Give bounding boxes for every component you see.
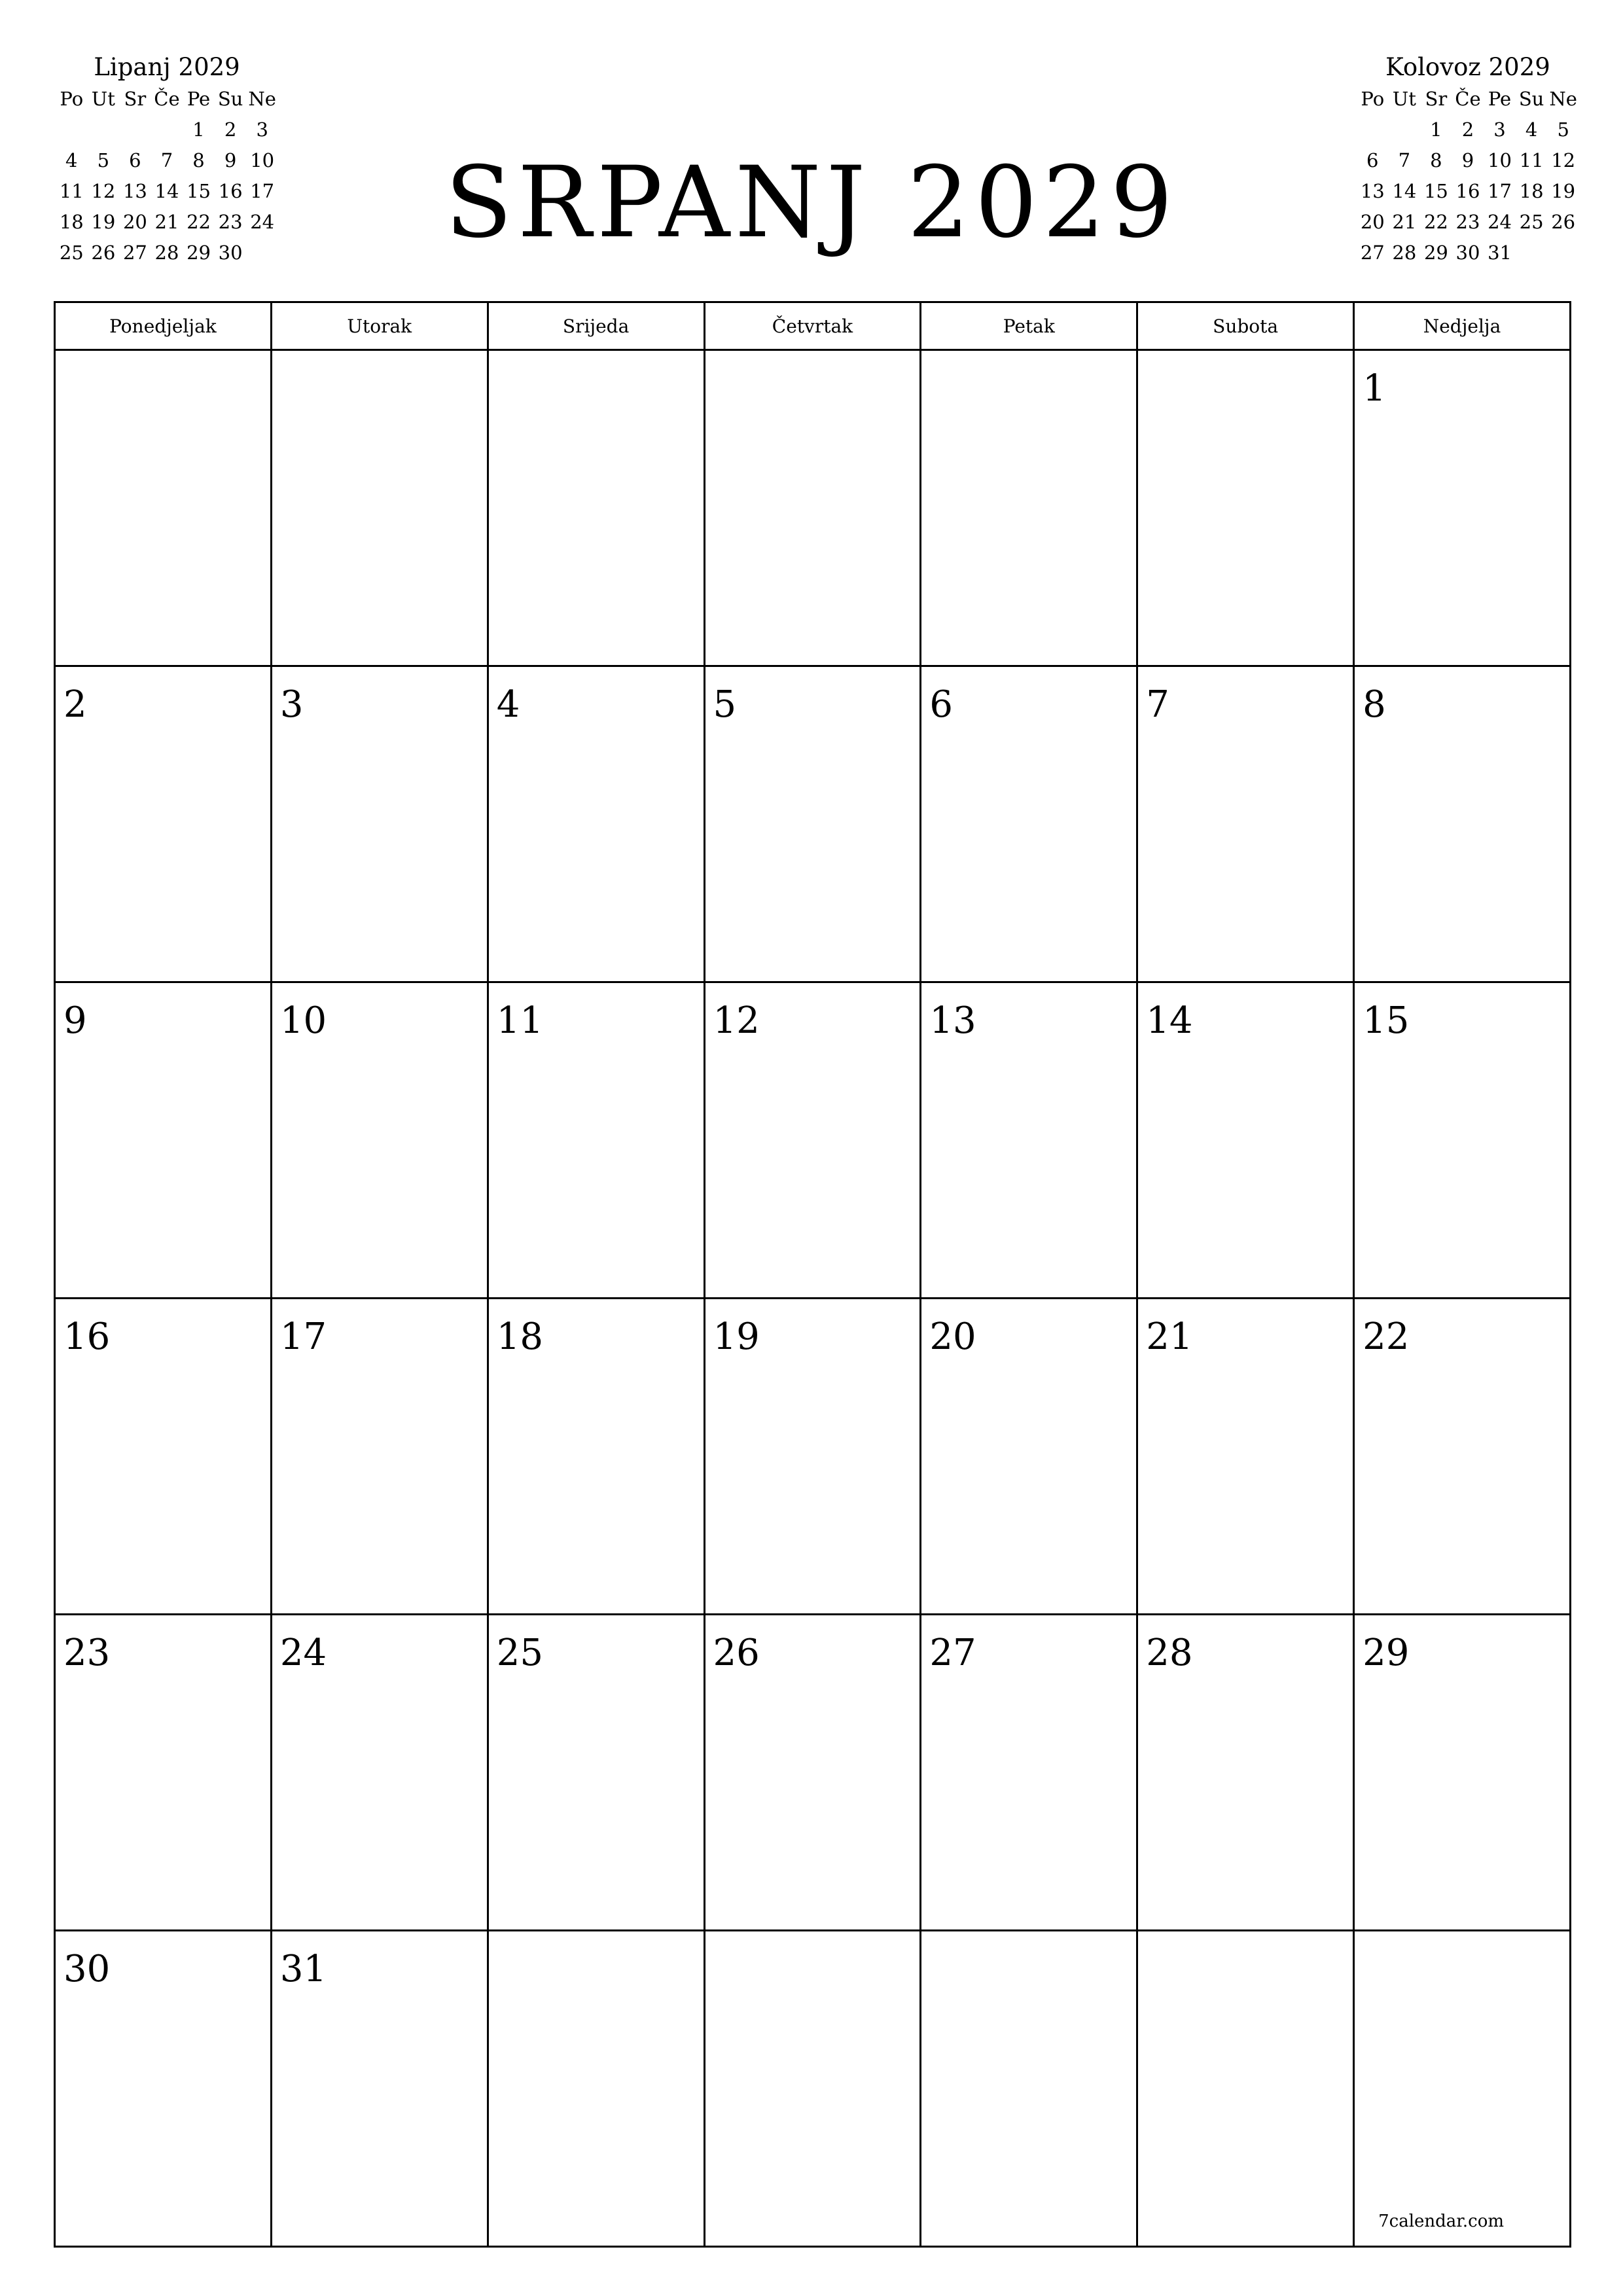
month-grid: [54, 301, 1571, 2248]
mini-day: 3: [1493, 118, 1506, 141]
mini-day: 7: [160, 149, 173, 171]
day-number: 24: [279, 1632, 327, 1674]
mini-day: 19: [1551, 180, 1576, 202]
day-number: [921, 1931, 1136, 1950]
day-number: 7: [1146, 683, 1169, 726]
mini-day: 26: [91, 242, 116, 264]
day-number: [1355, 1931, 1569, 1950]
day-cell[interactable]: [55, 1931, 272, 2247]
day-number: [1138, 1931, 1353, 1950]
day-number: [272, 351, 487, 369]
day-cell[interactable]: [488, 1615, 704, 1931]
mini-day: 27: [122, 242, 147, 264]
day-number: 19: [713, 1316, 760, 1358]
week-row: [55, 1615, 1571, 1931]
mini-day: 16: [218, 180, 243, 202]
day-cell[interactable]: [55, 666, 272, 982]
day-cell[interactable]: [271, 982, 488, 1299]
weekday-header: Nedjelja: [1354, 302, 1571, 350]
day-cell[interactable]: [1354, 666, 1571, 982]
day-number: [56, 351, 270, 369]
day-number: 3: [279, 683, 304, 726]
mini-week-row: [1357, 176, 1579, 207]
mini-day: 16: [1455, 180, 1480, 202]
mini-day: 25: [1519, 211, 1544, 233]
mini-week-row: [1357, 145, 1579, 176]
day-cell[interactable]: [1137, 1299, 1354, 1615]
mini-day: 3: [256, 118, 268, 141]
day-cell[interactable]: [704, 982, 921, 1299]
mini-day: 23: [218, 211, 243, 233]
day-cell[interactable]: [1137, 666, 1354, 982]
mini-day: 9: [224, 149, 237, 171]
mini-day: 30: [1455, 242, 1480, 264]
mini-day: 30: [218, 242, 243, 264]
weekday-header-row: [55, 302, 1571, 350]
mini-weekday-row: [1357, 84, 1579, 115]
mini-day: 31: [1488, 242, 1512, 264]
mini-day: 18: [59, 211, 84, 233]
day-cell[interactable]: [1137, 982, 1354, 1299]
mini-day: 14: [1392, 180, 1417, 202]
mini-day: [1389, 115, 1421, 145]
day-number: 29: [1363, 1632, 1410, 1674]
mini-day: 22: [1423, 211, 1448, 233]
day-number: 25: [496, 1632, 543, 1674]
mini-day: 2: [224, 118, 237, 141]
day-number: 2: [63, 683, 87, 726]
day-cell[interactable]: [488, 982, 704, 1299]
mini-day: 29: [187, 242, 211, 264]
mini-weekday: Pe: [187, 88, 211, 110]
mini-day: 7: [1398, 149, 1411, 171]
day-number: 20: [929, 1316, 976, 1358]
day-cell[interactable]: [1354, 1299, 1571, 1615]
mini-day: 6: [129, 149, 141, 171]
mini-day: 17: [250, 180, 275, 202]
day-number: 1: [1363, 367, 1386, 410]
day-cell[interactable]: [488, 350, 704, 666]
mini-day: 18: [1519, 180, 1544, 202]
weekday-header: Srijeda: [488, 302, 704, 350]
mini-day: 8: [1430, 149, 1442, 171]
mini-weekday: Ut: [91, 88, 115, 110]
week-row: [55, 666, 1571, 982]
mini-day: 10: [250, 149, 275, 171]
day-cell[interactable]: [488, 666, 704, 982]
mini-day: 4: [65, 149, 78, 171]
mini-day: 13: [122, 180, 147, 202]
mini-weekday: Pe: [1488, 88, 1512, 110]
day-cell[interactable]: [55, 350, 272, 666]
day-cell[interactable]: [1354, 350, 1571, 666]
mini-day: 27: [1360, 242, 1385, 264]
mini-day: 10: [1488, 149, 1512, 171]
day-cell[interactable]: [1354, 1615, 1571, 1931]
day-number: 13: [929, 999, 976, 1042]
mini-weekday: Su: [1518, 88, 1544, 110]
day-cell[interactable]: [488, 1299, 704, 1615]
day-number: 17: [279, 1316, 327, 1358]
day-number: [1138, 351, 1353, 369]
weekday-header: Ponedjeljak: [55, 302, 272, 350]
mini-day: 23: [1455, 211, 1480, 233]
week-row: [55, 1299, 1571, 1615]
mini-day: 21: [1392, 211, 1417, 233]
day-cell[interactable]: [704, 666, 921, 982]
day-number: 10: [279, 999, 327, 1042]
mini-day: 6: [1366, 149, 1379, 171]
day-number: 5: [713, 683, 737, 726]
day-cell[interactable]: [704, 1299, 921, 1615]
weekday-header: Četvrtak: [704, 302, 921, 350]
mini-day: 2: [1461, 118, 1474, 141]
mini-day: 29: [1423, 242, 1448, 264]
mini-day: 15: [1423, 180, 1448, 202]
mini-day: [1547, 238, 1579, 268]
mini-calendar-next-title: Kolovoz 2029: [1385, 53, 1550, 81]
day-cell[interactable]: [55, 982, 272, 1299]
day-cell[interactable]: [921, 666, 1137, 982]
mini-day: 11: [59, 180, 84, 202]
day-cell[interactable]: [921, 982, 1137, 1299]
week-row: [55, 1931, 1571, 2247]
mini-week-row: [1357, 207, 1579, 238]
day-cell[interactable]: [1354, 982, 1571, 1299]
weekday-header: Utorak: [271, 302, 488, 350]
day-number: [705, 351, 920, 369]
mini-day: 28: [1392, 242, 1417, 264]
day-number: 22: [1363, 1316, 1410, 1358]
mini-day: 12: [91, 180, 116, 202]
mini-day: 14: [154, 180, 179, 202]
mini-weekday: Če: [154, 88, 180, 110]
day-cell[interactable]: [271, 1299, 488, 1615]
mini-weekday: Po: [60, 88, 84, 110]
mini-day: 8: [192, 149, 205, 171]
day-cell[interactable]: [55, 1615, 272, 1931]
day-cell[interactable]: [55, 1299, 272, 1615]
day-number: 12: [713, 999, 760, 1042]
day-number: [921, 351, 1136, 369]
day-number: 28: [1146, 1632, 1193, 1674]
mini-weekday: Sr: [124, 88, 147, 110]
day-number: 14: [1146, 999, 1193, 1042]
day-number: [489, 1931, 704, 1950]
mini-weekday: Ne: [1549, 88, 1577, 110]
day-cell[interactable]: [271, 350, 488, 666]
mini-weekday: Po: [1361, 88, 1385, 110]
mini-calendar-next: [1357, 51, 1579, 268]
day-cell[interactable]: [1137, 350, 1354, 666]
day-number: 15: [1363, 999, 1410, 1042]
day-number: 23: [63, 1632, 111, 1674]
mini-calendar-next-table: [1357, 84, 1579, 268]
footer-credit: 7calendar.com: [1378, 2212, 1504, 2231]
mini-day: 19: [91, 211, 116, 233]
mini-weekday: Ut: [1392, 88, 1416, 110]
page-title: SRPANJ 2029: [445, 146, 1178, 260]
mini-day: 20: [122, 211, 147, 233]
mini-day: 5: [1557, 118, 1569, 141]
mini-day: 13: [1360, 180, 1385, 202]
mini-day: 26: [1551, 211, 1576, 233]
day-cell[interactable]: [271, 1615, 488, 1931]
day-number: 4: [496, 683, 520, 726]
mini-day: 9: [1461, 149, 1474, 171]
day-cell[interactable]: [488, 1931, 704, 2247]
mini-weekday: Ne: [248, 88, 276, 110]
weekday-header: Petak: [921, 302, 1137, 350]
day-cell[interactable]: [921, 1931, 1137, 2247]
mini-day: 28: [154, 242, 179, 264]
day-number: [489, 351, 704, 369]
day-number: 11: [496, 999, 543, 1042]
day-cell[interactable]: [704, 350, 921, 666]
mini-day: 17: [1488, 180, 1512, 202]
mini-weekday: Če: [1455, 88, 1481, 110]
mini-weekday: Sr: [1425, 88, 1448, 110]
mini-day: [1357, 115, 1389, 145]
mini-day: 21: [154, 211, 179, 233]
weekday-header: Subota: [1137, 302, 1354, 350]
day-number: 9: [63, 999, 87, 1042]
day-cell[interactable]: [704, 1615, 921, 1931]
day-number: 30: [63, 1948, 111, 1990]
mini-day: 24: [250, 211, 275, 233]
mini-day: 25: [59, 242, 84, 264]
mini-week-row: [1357, 115, 1579, 145]
mini-weekday-row: [56, 84, 278, 115]
mini-day: 20: [1360, 211, 1385, 233]
mini-day: 15: [187, 180, 211, 202]
mini-calendar-prev-title: Lipanj 2029: [94, 53, 240, 81]
day-number: 26: [713, 1632, 760, 1674]
mini-day: 24: [1488, 211, 1512, 233]
mini-day: 12: [1551, 149, 1576, 171]
mini-day: 11: [1519, 149, 1544, 171]
mini-day: [1516, 238, 1548, 268]
day-number: [705, 1931, 920, 1950]
day-cell[interactable]: [921, 1615, 1137, 1931]
mini-day: 1: [1430, 118, 1442, 141]
mini-week-row: [1357, 238, 1579, 268]
day-cell[interactable]: [271, 666, 488, 982]
day-number: 16: [63, 1316, 111, 1358]
day-cell[interactable]: [921, 350, 1137, 666]
day-number: 18: [496, 1316, 543, 1358]
day-cell[interactable]: [1354, 1931, 1571, 2247]
mini-day: 1: [192, 118, 205, 141]
day-cell[interactable]: [1137, 1931, 1354, 2247]
day-number: 27: [929, 1632, 976, 1674]
mini-day: 4: [1525, 118, 1538, 141]
day-cell[interactable]: [921, 1299, 1137, 1615]
day-cell[interactable]: [271, 1931, 488, 2247]
mini-day: 5: [97, 149, 110, 171]
day-cell[interactable]: [704, 1931, 921, 2247]
week-row: [55, 982, 1571, 1299]
day-cell[interactable]: [1137, 1615, 1354, 1931]
day-number: 6: [929, 683, 954, 726]
day-number: 31: [279, 1948, 327, 1990]
mini-day: 22: [187, 211, 211, 233]
day-number: 21: [1146, 1316, 1193, 1358]
mini-weekday: Su: [217, 88, 243, 110]
day-number: 8: [1363, 683, 1386, 726]
week-row: [55, 350, 1571, 666]
